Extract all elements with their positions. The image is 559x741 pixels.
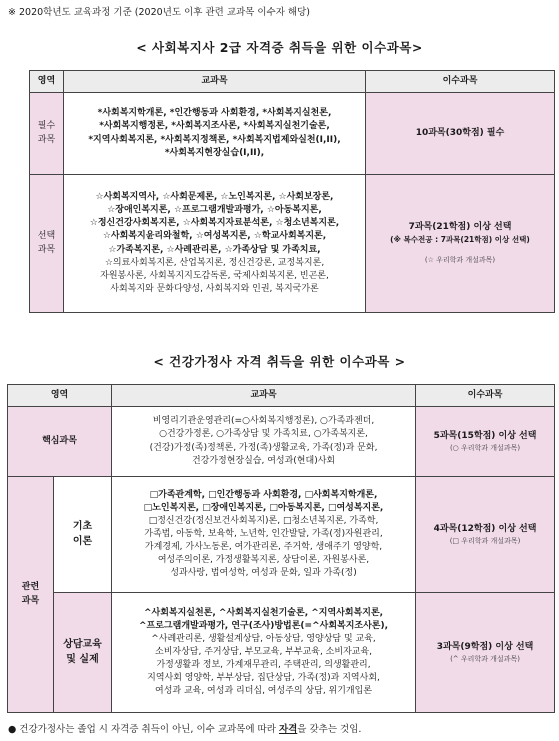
footnote xyxy=(8,721,361,735)
healthy-family-table-title: < 건강가정사 자격 취득을 위한 이수과목 > xyxy=(153,354,406,369)
header-courses: 교과목 xyxy=(64,71,366,93)
footnote-emphasis: 자격 xyxy=(278,724,298,735)
hf-header-area: 영역 xyxy=(8,385,112,407)
required-credit-rule: 10과목(30학점) 필수 xyxy=(366,93,555,175)
required-course-list: *사회복지학개론, *인간행동과 사회환경, *사회복지실천론, *사회복지행정론, *사회복지조사론, *사회복지실천기술론, *지역사회복지론, *사회복지정책론, *사회복지법제와실천(I,II), *사회복지현장실습(I,II), xyxy=(64,93,366,175)
basic-theory-credit-rule: 4과목(12학점) 이상 선택 (□ 우리학과 개설과목) xyxy=(416,477,555,593)
basic-theory-label: 기초 이론 xyxy=(54,477,112,593)
healthy-family-table xyxy=(7,384,555,713)
elective-course-list: ☆사회복지역사, ☆사회문제론, ☆노인복지론, ☆사회보장론, ☆장애인복지론, ☆프로그램개발과평가, ☆아동복지론, ☆정신건강사회복지론, ☆사회복지자료분석론, ☆청소년복지론, ☆사회복지윤리와철학, ☆여성복지론, ☆학교사회복지론, ☆가족복지론, ☆사례관리론, ☆가족상담 및 가족치료, ☆의료사회복지론, 산업복지론, 정신건강론, 교정복지론, 자원봉사론, 사회복지지도감독론, 국제사회복지론, 빈곤론, 사회복지와 문화다양성, 사회복지와 인권, 복지국가론 xyxy=(64,175,366,313)
footnote-suffix: 을 갖추는 것임. xyxy=(297,724,362,735)
header-area: 영역 xyxy=(30,71,64,93)
footnote-prefix: ● 건강가정사는 졸업 시 자격증 취득이 아닌, 이수 교과목에 따라 xyxy=(8,724,279,735)
required-area-label: 필수 과목 xyxy=(30,93,64,175)
core-area-label: 핵심과목 xyxy=(8,407,112,477)
curriculum-note: ※ 2020학년도 교육과정 기준 (2020년도 이후 관련 교과목 이수자 해당) xyxy=(8,7,310,18)
header-required: 이수과목 xyxy=(366,71,555,93)
basic-theory-course-list: □가족관계학, □인간행동과 사회환경, □사회복지학개론, □노인복지론, □장애인복지론, □아동복지론, □여성복지론, □정신건강(정신보건사회복지)론, □청소년복지론, 가족학, 가족법, 아동학, 보육학, 노년학, 인간발달, 가족(정)자원관리, 가계경제, 가사노동론, 여가관리론, 주거학, 생애주기 영양학, 여성주의이론, 가정생활복지론, 상담이론, 자원봉사론, 성과사랑, 법여성학, 여성과 문화, 일과 가족(정) xyxy=(112,477,416,593)
counseling-area-label: 상담교육 및 실제 xyxy=(54,593,112,713)
hf-header-courses: 교과목 xyxy=(112,385,416,407)
core-course-list: 비영리기관운영관리(=○사회복지행정론), ○가족과젠더, ○건강가정론, ○가족상담 및 가족치료, ○가족복지론, (건강)가정(족)정책론, 가정(족)생활교육, 가족(정)과 문화, 건강가정현장실습, 여성과(현대)사회 xyxy=(112,407,416,477)
related-area-label: 관련 과목 xyxy=(8,477,54,713)
core-credit-rule: 5과목(15학점) 이상 선택 (○ 우리학과 개설과목) xyxy=(416,407,555,477)
counseling-credit-rule: 3과목(9학점) 이상 선택 (^ 우리학과 개설과목) xyxy=(416,593,555,713)
social-worker-table-title: < 사회복지사 2급 자격증 취득을 위한 이수과목> xyxy=(136,40,423,55)
social-worker-table xyxy=(29,70,555,313)
elective-area-label: 선택 과목 xyxy=(30,175,64,313)
hf-header-required: 이수과목 xyxy=(416,385,555,407)
elective-credit-rule: 7과목(21학점) 이상 선택 (※ 복수전공 : 7과목(21학점) 이상 선택) (☆ 우리학과 개설과목) xyxy=(366,175,555,313)
counseling-course-list: ^사회복지실천론, ^사회복지실천기술론, ^지역사회복지론, ^프로그램개발과평가, 연구(조사)방법론(=^사회복지조사론), ^사례관리론, 생활설계상담, 아동상담, 영양상담 및 교육, 소비자상담, 주거상담, 부모교육, 부부교육, 소비자교육, 가정생활과 정보, 가계재무관리, 주택관리, 의생활관리, 지역사회 영양학, 부부상담, 집단상담, 가족(정)과 지역사회, 여성과 교육, 여성과 리더십, 여성주의 상담, 위기개입론 xyxy=(112,593,416,713)
